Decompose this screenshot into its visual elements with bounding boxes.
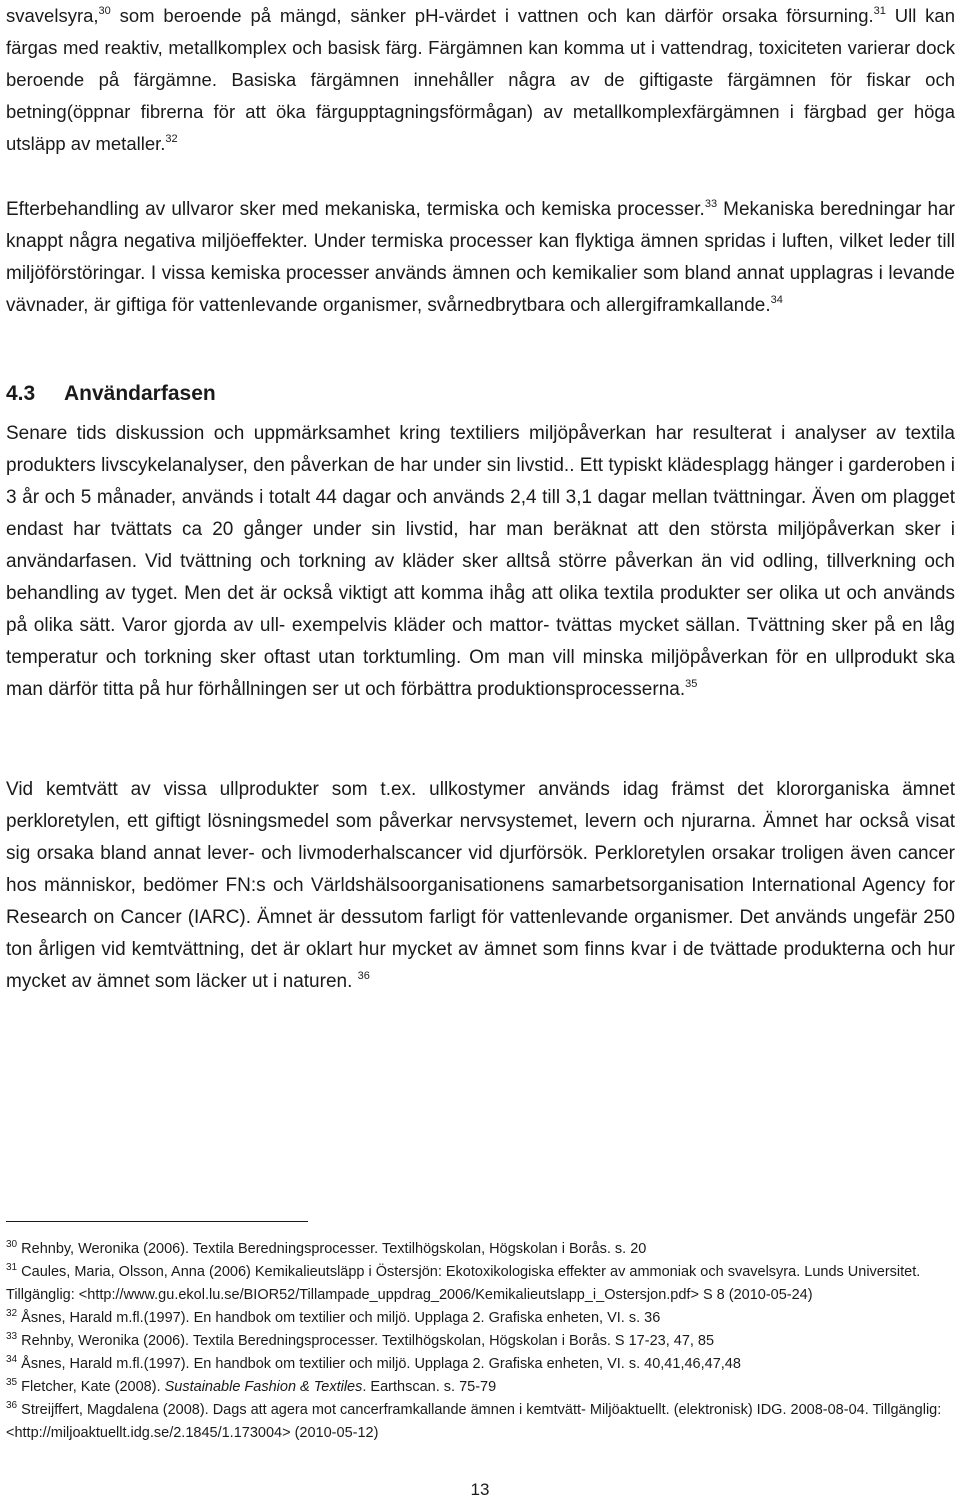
paragraph-acidification: [6, 0, 955, 160]
footnote-book-title: Sustainable Fashion & Textiles: [164, 1379, 363, 1395]
footnote-number: 32: [6, 1308, 18, 1319]
footnote-ref: 33: [704, 198, 718, 210]
footnotes: [6, 1238, 955, 1445]
footnote-item: [6, 1376, 955, 1399]
paragraph-finishing: [6, 194, 955, 322]
footnote-item: [6, 1353, 955, 1376]
text-run: som beroende på mängd, sänker pH-värdet i vattnen och kan därför orsaka försurning.: [110, 5, 874, 26]
footnote-item: [6, 1399, 955, 1445]
footnote-number: 35: [6, 1377, 18, 1388]
footnote-text: Rehnby, Weronika (2006). Textila Beredningsprocesser. Textilhögskolan, Högskolan i Borås. s. 20: [21, 1241, 647, 1257]
paragraph-use-phase: [6, 418, 955, 706]
footnote-item: [6, 1261, 955, 1307]
footnote-ref: 36: [357, 970, 370, 982]
section-title: Användarfasen: [64, 382, 216, 405]
text-run: Efterbehandling av ullvaror sker med mekaniska, termiska och kemiska processer.: [6, 199, 705, 220]
text-run: svavelsyra,: [6, 5, 99, 26]
footnote-number: 30: [6, 1239, 18, 1250]
footnote-text: . Earthscan. s. 75-79: [362, 1379, 497, 1395]
footnote-text: Fletcher, Kate (2008).: [21, 1379, 165, 1395]
footnote-text: Caules, Maria, Olsson, Anna (2006) Kemikalieutsläpp i Östersjön: Ekotoxikologiska effekter av ammoniak och svavelsyra. Lunds Universitet. Tillgänglig: <http://www.gu.ekol.lu.se/BIOR52/Tillampade_uppdrag_2006/Kemikalieutslapp_i_Ostersjon.pdf> S 8 (2010-05-24): [6, 1264, 921, 1303]
footnote-text: Streijffert, Magdalena (2008). Dags att agera mot cancerframkallande ämnen i kemtvätt- Miljöaktuellt. (elektronisk) IDG. 2008-08-04. Tillgänglig: <http://miljoaktuellt.idg.se/2.1845/1.173004> (2010-05-12): [6, 1402, 942, 1441]
footnote-number: 33: [6, 1331, 18, 1342]
footnote-item: [6, 1307, 955, 1330]
footnote-item: [6, 1238, 955, 1261]
footnote-ref: 30: [98, 5, 111, 17]
page-number: 13: [470, 1480, 490, 1499]
text-run: Senare tids diskussion och uppmärksamhet kring textiliers miljöpåverkan har resulterat i analyser av textila produkters livscykelanalyser, den påverkan de har under sin livstid.. Ett typiskt klädesplagg hänger i garderoben i 3 år och 5 månader, används i totalt 44 dagar och används 2,4 till 3,1 dagar mellan tvättningar. Även om plagget endast har tvättats ca 20 gånger under sin livstid, har man beräknat att den största miljöpåverkan sker i användarfasen. Vid tvättning och torkning av kläder sker alltså större påverkan än vid odling, tillverkning och behandling av tyget. Men det är också viktigt att komma ihåg att olika textila produkter ser olika ut och används på olika sätt. Varor gjorda av ull- exempelvis kläder och mattor- tvättas mycket sällan. Tvättning sker på en låg temperatur och torkning sker oftast utan torktumling. Om man vill minska miljöpåverkan för en ullprodukt ska man därför titta på hur förhållningen ser ut och förbättra produktionsprocesserna.: [6, 423, 955, 700]
footnote-item: [6, 1330, 955, 1353]
footnote-ref: 32: [165, 133, 178, 145]
footnote-number: 34: [6, 1354, 18, 1365]
footnote-text: Åsnes, Harald m.fl.(1997). En handbok om textilier och miljö. Upplaga 2. Grafiska enheten, VI. s. 36: [21, 1310, 661, 1326]
text-run: Ull kan färgas med reaktiv, metallkomplex och basisk färg. Färgämnen kan komma ut i vattendrag, toxiciteten varierar dock beroende på färgämne. Basiska färgämnen innehåller några av de giftigaste färgämnen för fiskar och betning(öppnar fibrerna för att öka färgupptagningsförmågan) av metallkomplexfärgämnen i färgbad ger höga utsläpp av metaller.: [6, 5, 955, 154]
section-heading: [6, 378, 216, 410]
footnote-number: 36: [6, 1400, 18, 1411]
footnote-text: Åsnes, Harald m.fl.(1997). En handbok om textilier och miljö. Upplaga 2. Grafiska enheten, VI. s. 40,41,46,47,48: [21, 1356, 741, 1372]
footnote-ref: 31: [873, 5, 886, 17]
section-number: 4.3: [6, 382, 36, 405]
footnote-text: Rehnby, Weronika (2006). Textila Beredningsprocesser. Textilhögskolan, Högskolan i Borås. S 17-23, 47, 85: [21, 1333, 715, 1349]
footnote-number: 31: [6, 1262, 18, 1273]
paragraph-dry-cleaning: [6, 774, 955, 998]
text-run: Mekaniska beredningar har knappt några negativa miljöeffekter. Under termiska processer kan flyktiga ämnen spridas i luften, vilket leder till miljöförstöringar. I vissa kemiska processer används ämnen och kemikalier som bland annat upplagras i levande vävnader, är giftiga för vattenlevande organismer, svårnedbrytbara och allergiframkallande.: [6, 199, 956, 316]
text-run: Vid kemtvätt av vissa ullprodukter som t.ex. ullkostymer används idag främst det klororganiska ämnet perkloretylen, ett giftigt lösningsmedel som påverkar nervsystemet, levern och njurarna. Ämnet har också visat sig orsaka bland annat lever- och livmoderhalscancer vid djurförsök. Perkloretylen orsakar troligen även cancer hos människor, bedömer FN:s och Världshälsoorganisationens samarbetsorganisation International Agency for Research on Cancer (IARC). Ämnet är dessutom farligt för vattenlevande organismer. Det används ungefär 250 ton årligen vid kemtvättning, det är oklart hur mycket av ämnet som finns kvar i de tvättade produkterna och hur mycket av ämnet som läcker ut i naturen.: [6, 779, 955, 992]
footnote-ref: 35: [685, 678, 698, 690]
footnote-separator: [6, 1221, 308, 1222]
footnote-ref: 34: [770, 294, 783, 306]
